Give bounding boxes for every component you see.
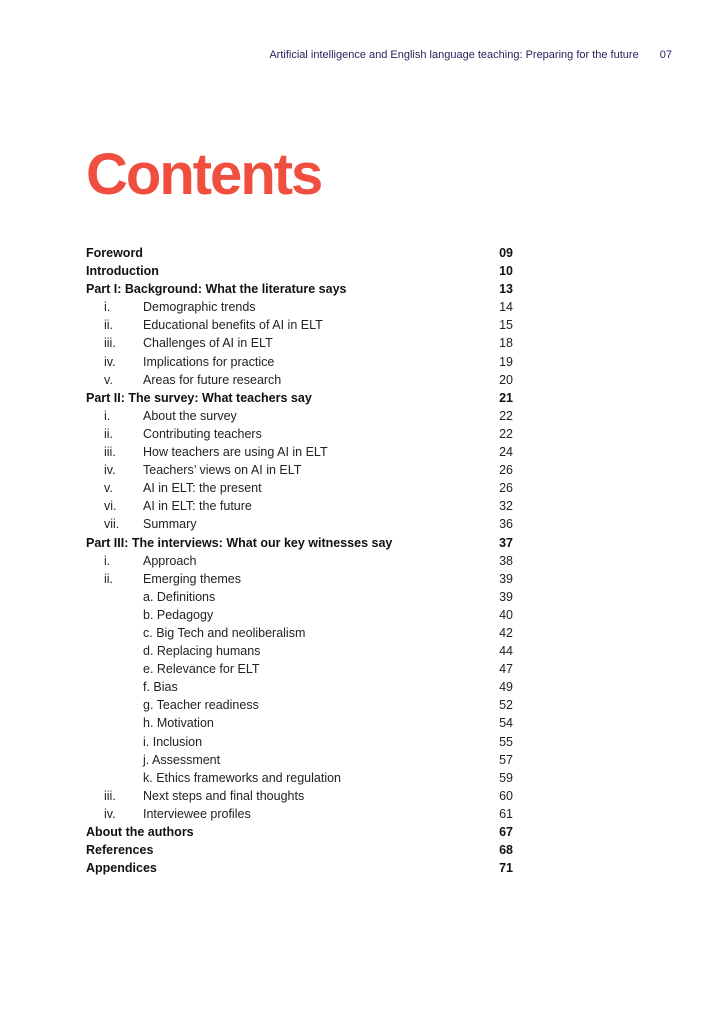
toc-entry-label: About the authors [86,825,194,839]
toc-entry-page: 10 [499,264,513,279]
toc-entry-title [86,534,473,552]
toc-entry-label: Foreword [86,246,143,260]
toc-entry-number: ii. [104,426,114,441]
toc-entry-number: i. [104,408,111,423]
toc-entry-title [86,787,473,805]
toc-entry-label: c. Big Tech and neoliberalism [143,625,306,640]
toc-entry [86,316,513,334]
toc-entry [86,787,513,805]
toc-entry-title [86,515,473,533]
toc-entry [86,823,513,841]
toc-entry-page: 71 [499,861,513,876]
toc-entry-page: 52 [499,698,513,713]
toc-entry-page: 42 [499,625,513,640]
toc-entry-number: i. [104,300,111,315]
toc-entry-label: j. Assessment [143,752,221,767]
toc-entry-page: 13 [499,282,513,297]
toc-entry [86,805,513,823]
toc-entry-page: 55 [499,734,513,749]
page-number: 07 [659,49,672,61]
toc-entry-page: 26 [499,463,513,478]
toc-entry-title [86,316,473,334]
toc-entry-title [86,805,473,823]
toc-entry [86,570,513,588]
toc-entry-page: 14 [499,300,513,315]
toc-entry-number: iii. [104,788,116,803]
toc-entry [86,859,513,877]
toc-entry [86,624,513,642]
toc-entry-page: 20 [499,372,513,387]
toc-entry [86,262,513,280]
toc-entry-page: 15 [499,318,513,333]
toc-entry-title [86,823,473,841]
toc-entry-page: 49 [499,680,513,695]
toc-entry-title [86,624,473,642]
toc-entry [86,642,513,660]
toc-entry-number: vii. [104,517,120,532]
toc-entry-number: iv. [104,354,116,369]
toc-entry-title [86,389,473,407]
toc-entry-page: 57 [499,752,513,767]
toc-entry-label: Summary [143,517,197,532]
toc-entry-title [86,588,473,606]
toc-entry [86,714,513,732]
toc-entry [86,280,513,298]
toc-entry-title [86,334,473,352]
toc-entry-title [86,841,473,859]
toc-entry-page: 40 [499,607,513,622]
toc-entry-page: 36 [499,517,513,532]
toc-entry-page: 61 [499,806,513,821]
toc-entry [86,733,513,751]
toc-entry-title [86,353,473,371]
toc-entry-number: iii. [104,445,116,460]
toc-entry-page: 39 [499,571,513,586]
toc-entry [86,461,513,479]
toc-entry-label: Challenges of AI in ELT [143,336,273,351]
toc-entry [86,479,513,497]
toc-entry-page: 44 [499,644,513,659]
toc-entry-number: v. [104,372,113,387]
toc-entry [86,298,513,316]
toc-entry-number: iii. [104,336,116,351]
toc-entry-page: 39 [499,589,513,604]
toc-entry-page: 47 [499,662,513,677]
toc-entry-title [86,280,473,298]
toc-entry-title [86,479,473,497]
toc-entry-title [86,660,473,678]
toc-entry [86,334,513,352]
toc-entry-label: f. Bias [143,680,178,695]
toc-entry-page: 54 [499,716,513,731]
toc-entry [86,588,513,606]
toc-entry-number: vi. [104,499,117,514]
toc-entry-page: 18 [499,336,513,351]
toc-entry [86,660,513,678]
toc-entry [86,606,513,624]
toc-entry-label: Part III: The interviews: What our key witnesses say [86,535,393,550]
toc-entry-page: 21 [499,390,513,405]
toc-entry [86,841,513,859]
toc-entry-number: i. [104,553,111,568]
toc-entry-title [86,262,473,280]
toc-entry-label: Appendices [86,861,157,876]
toc-entry-label: Introduction [86,264,159,279]
toc-entry-page: 32 [499,499,513,514]
toc-entry [86,389,513,407]
toc-entry-title [86,859,473,877]
toc-entry-title [86,407,473,425]
running-header [0,49,672,61]
toc-entry-label: Emerging themes [143,571,241,586]
toc-entry-number: v. [104,481,113,496]
toc-entry-label: Demographic trends [143,300,256,315]
toc-entry-number: iv. [104,806,116,821]
toc-entry-title [86,298,473,316]
toc-entry-label: Educational benefits of AI in ELT [143,318,323,333]
toc-entry-label: Implications for practice [143,354,275,369]
toc-entry [86,443,513,461]
toc-entry-title [86,696,473,714]
toc-entry-label: Next steps and final thoughts [143,788,305,803]
toc-entry-number: iv. [104,463,116,478]
toc-entry-title [86,244,473,262]
toc-entry-page: 22 [499,408,513,423]
toc-entry-label: About the survey [143,408,237,423]
toc-entry [86,244,513,262]
toc-entry-page: 19 [499,354,513,369]
toc-entry-label: g. Teacher readiness [143,698,259,713]
toc-entry-number: ii. [104,318,114,333]
toc-entry-label: Part I: Background: What the literature says [86,282,347,297]
toc-entry-page: 37 [499,535,513,550]
toc-entry-title [86,371,473,389]
toc-entry-label: Part II: The survey: What teachers say [86,390,312,405]
toc-entry [86,407,513,425]
toc-entry-page: 68 [499,843,513,858]
toc-entry-label: Contributing teachers [143,426,262,441]
toc-entry-label: d. Replacing humans [143,644,261,659]
toc-entry-title [86,678,473,696]
toc-entry-title [86,497,473,515]
toc-entry [86,696,513,714]
toc-entry-title [86,461,473,479]
toc-entry [86,515,513,533]
toc-entry-page: 24 [499,445,513,460]
toc-entry-title [86,769,473,787]
running-title: Artificial intelligence and English language teaching: Preparing for the future [269,49,639,61]
toc-entry-title [86,751,473,769]
toc-entry-label: h. Motivation [143,716,214,731]
toc-entry-title [86,570,473,588]
toc-entry-label: e. Relevance for ELT [143,662,260,677]
toc-entry-label: Areas for future research [143,372,282,387]
toc-entry-page: 59 [499,770,513,785]
toc-entry-title [86,552,473,570]
toc-entry [86,534,513,552]
toc-entry-label: How teachers are using AI in ELT [143,445,328,460]
page-title: Contents [86,142,322,207]
toc-entry-page: 67 [499,825,513,839]
toc-entry-label: b. Pedagogy [143,607,214,622]
toc-entry [86,497,513,515]
toc-entry-title [86,714,473,732]
toc-entry [86,751,513,769]
toc-entry-page: 22 [499,426,513,441]
toc-entry-label: a. Definitions [143,589,216,604]
toc-entry [86,425,513,443]
toc-entry-title [86,425,473,443]
toc-entry [86,371,513,389]
toc-entry-label: k. Ethics frameworks and regulation [143,770,342,785]
toc-entry-label: References [86,843,154,858]
toc-entry-label: AI in ELT: the future [143,499,252,514]
table-of-contents [86,244,513,877]
toc-entry-number: ii. [104,571,114,586]
toc-entry [86,353,513,371]
toc-entry-page: 09 [499,246,513,260]
toc-entry [86,769,513,787]
toc-entry-title [86,642,473,660]
toc-entry-title [86,733,473,751]
toc-entry-title [86,606,473,624]
toc-entry-label: Interviewee profiles [143,806,251,821]
toc-entry [86,552,513,570]
toc-entry-label: Teachers’ views on AI in ELT [143,463,302,478]
toc-entry-label: i. Inclusion [143,734,203,749]
toc-entry-title [86,443,473,461]
toc-entry-page: 60 [499,788,513,803]
toc-entry-page: 38 [499,553,513,568]
toc-entry [86,678,513,696]
toc-entry-page: 26 [499,481,513,496]
toc-entry-label: AI in ELT: the present [143,481,262,496]
toc-entry-label: Approach [143,553,197,568]
